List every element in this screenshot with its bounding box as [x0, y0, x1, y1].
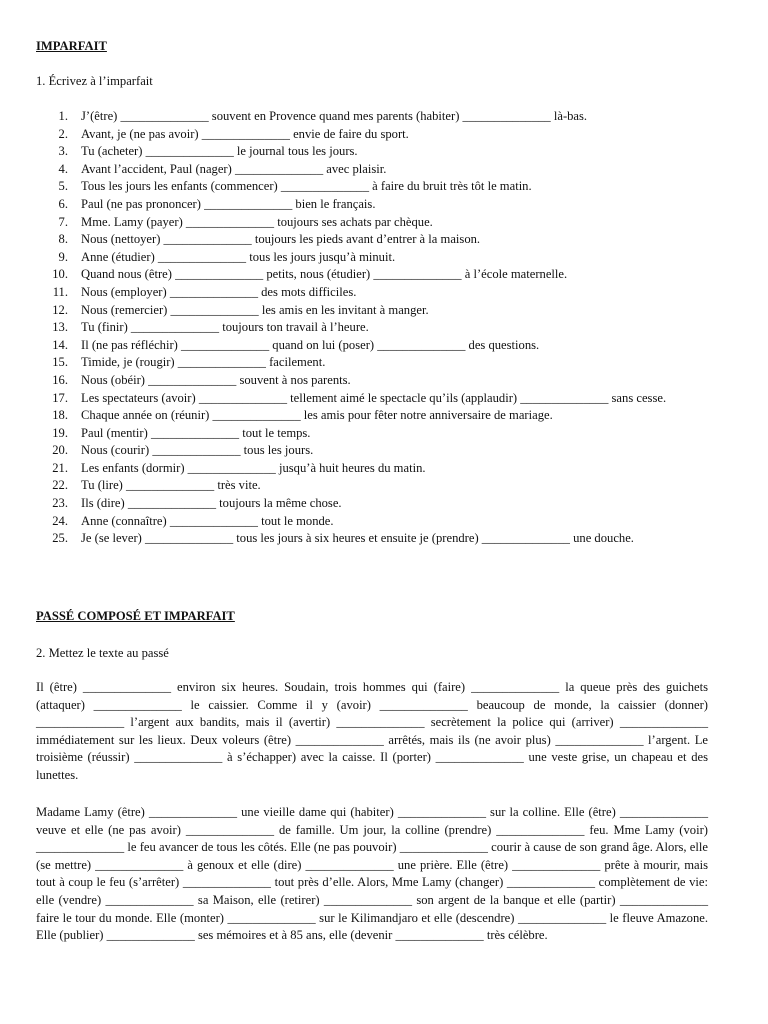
item-number: 17.: [52, 390, 68, 405]
exercise-item: [36, 143, 696, 161]
exercise-1-instruction: 1. Écrivez à l’imparfait: [36, 74, 153, 88]
item-text: Avant l’accident, Paul (nager) ______________ avec plaisir.: [81, 161, 387, 176]
exercise-item: [36, 495, 696, 513]
exercise-item: [36, 284, 696, 302]
item-text: Nous (remercier) ______________ les amis en les invitant à manger.: [81, 302, 429, 317]
item-number: 12.: [52, 302, 68, 317]
item-text: J’(être) ______________ souvent en Provence quand mes parents (habiter) ______________ là-bas.: [81, 109, 588, 123]
item-number: 11.: [52, 284, 68, 299]
item-text: Paul (mentir) ______________ tout le temps.: [81, 425, 311, 440]
exercise-item: [36, 354, 696, 372]
item-number: 13.: [52, 320, 68, 335]
exercise-item: [36, 337, 696, 355]
item-number: 21.: [52, 460, 68, 475]
item-number: 10.: [52, 267, 68, 282]
item-number: 20.: [52, 443, 68, 458]
exercise-item: [36, 302, 696, 320]
item-number: 14.: [52, 337, 68, 352]
exercise-item: [36, 319, 696, 337]
item-number: 3.: [58, 144, 68, 159]
item-number: 8.: [58, 232, 68, 247]
exercise-item: [36, 196, 696, 214]
exercise-item: [36, 126, 696, 144]
exercise-item: [36, 372, 696, 390]
exercise-2-paragraph-1: Il (être) ______________ environ six heures. Soudain, trois hommes qui (faire) ______________ la queue près des guichets (attaquer) ______________ le caissier. Comme il y (avoir) ______________ beaucoup de monde, la caissier (donner) ______________ l’argent aux bandits, mais il (avertir) ______________ secrètement la police qui (arriver) ______________ immédiatement sur les lieux. Deux voleurs (être) ______________ arrêtés, mais ils (ne avoir plus) ______________ l’argent. Le troisième (réussir) ______________ à s’échapper) avec la caisse. Il (porter) ______________ une veste grise, un chapeau et des lunettes.: [36, 680, 708, 782]
item-number: 4.: [58, 161, 68, 176]
exercise-item: [36, 266, 696, 284]
item-number: 25.: [52, 531, 68, 546]
exercise-item: [36, 442, 696, 460]
item-number: 9.: [58, 249, 68, 264]
exercise-item: [36, 460, 696, 478]
item-text: Avant, je (ne pas avoir) ______________ envie de faire du sport.: [81, 126, 409, 141]
item-text: Nous (courir) ______________ tous les jours.: [81, 443, 314, 458]
item-number: 23.: [52, 496, 68, 511]
item-number: 7.: [58, 214, 68, 229]
exercise-item: [36, 530, 696, 548]
exercise-item: [36, 407, 696, 425]
item-text: Chaque année on (réunir) ______________ les amis pour fêter notre anniversaire de mariage.: [81, 408, 553, 423]
exercise-1-list: [36, 108, 696, 548]
item-text: Nous (obéir) ______________ souvent à nos parents.: [81, 372, 351, 387]
item-text: Les enfants (dormir) ______________ jusqu’à huit heures du matin.: [81, 460, 426, 475]
item-text: Anne (connaître) ______________ tout le monde.: [81, 513, 334, 528]
item-number: 18.: [52, 408, 68, 423]
item-text: Il (ne pas réfléchir) ______________ quand on lui (poser) ______________ des questions.: [81, 337, 540, 352]
item-text: Nous (nettoyer) ______________ toujours les pieds avant d’entrer à la maison.: [81, 232, 481, 247]
item-text: Tu (finir) ______________ toujours ton travail à l’heure.: [81, 320, 369, 335]
item-text: Tous les jours les enfants (commencer) ______________ à faire du bruit très tôt le matin.: [81, 179, 532, 194]
item-number: 16.: [52, 372, 68, 387]
item-text: Ils (dire) ______________ toujours la même chose.: [81, 496, 342, 511]
item-number: 5.: [58, 179, 68, 194]
exercise-item: [36, 214, 696, 232]
item-text: Nous (employer) ______________ des mots difficiles.: [81, 284, 357, 299]
item-text: Anne (étudier) ______________ tous les jours jusqu’à minuit.: [81, 249, 396, 264]
item-text: Les spectateurs (avoir) ______________ tellement aimé le spectacle qu’ils (applaudir) ______________ sans cesse.: [81, 390, 667, 405]
item-text: Tu (acheter) ______________ le journal tous les jours.: [81, 144, 358, 159]
item-number: 24.: [52, 513, 68, 528]
exercise-item: [36, 425, 696, 443]
exercise-item: [36, 477, 696, 495]
item-number: 19.: [52, 425, 68, 440]
item-text: Je (se lever) ______________ tous les jours à six heures et ensuite je (prendre) ______________ une douche.: [81, 531, 634, 546]
item-text: Quand nous (être) ______________ petits, nous (étudier) ______________ à l’école maternelle.: [81, 267, 568, 282]
exercise-item: [36, 108, 696, 126]
exercise-item: [36, 231, 696, 249]
item-number: 1.: [58, 109, 68, 123]
item-text: Tu (lire) ______________ très vite.: [81, 478, 261, 493]
exercise-item: [36, 390, 696, 408]
exercise-item: [36, 178, 696, 196]
exercise-item: [36, 513, 696, 531]
item-text: Mme. Lamy (payer) ______________ toujours ses achats par chèque.: [81, 214, 433, 229]
exercise-item: [36, 249, 696, 267]
item-number: 15.: [52, 355, 68, 370]
exercise-item: [36, 161, 696, 179]
section-heading-imparfait: IMPARFAIT: [36, 39, 107, 53]
item-number: 22.: [52, 478, 68, 493]
item-number: 2.: [58, 126, 68, 141]
item-number: 6.: [58, 196, 68, 211]
section-heading-passe-compose: PASSÉ COMPOSÉ ET IMPARFAIT: [36, 609, 235, 623]
exercise-2-paragraph-2: Madame Lamy (être) ______________ une vieille dame qui (habiter) ______________ sur la colline. Elle (être) ______________ veuve et elle (ne pas avoir) ______________ de famille. Um jour, la colline (prendre) ______________ feu. Mme Lamy (voir) ______________ le feu avancer de tous les côtés. Elle (ne pas pouvoir) ______________ courir à cause de son grand âge. Alors, elle (se mettre) ______________ à genoux et elle (dire) ______________ une prière. Elle (être) ______________ prête à mourir, mais tout à coup le feu (s’arrêter) ______________ tout près d’elle. Alors, Mme Lamy (changer) ______________ complètement de vie: elle (vendre) ______________ sa Maison, elle (retirer) ______________ son argent de la banque et elle (partir) ______________ faire le tour du monde. Elle (monter) ______________ sur le Kilimandjaro et elle (descendre) ______________ le fleuve Amazone. Elle (publier) ______________ ses mémoires et à 85 ans, elle (devenir ______________ très célèbre.: [36, 805, 708, 943]
item-text: Paul (ne pas prononcer) ______________ bien le français.: [81, 196, 376, 211]
exercise-2-instruction: 2. Mettez le texte au passé: [36, 646, 169, 660]
item-text: Timide, je (rougir) ______________ facilement.: [81, 355, 326, 370]
